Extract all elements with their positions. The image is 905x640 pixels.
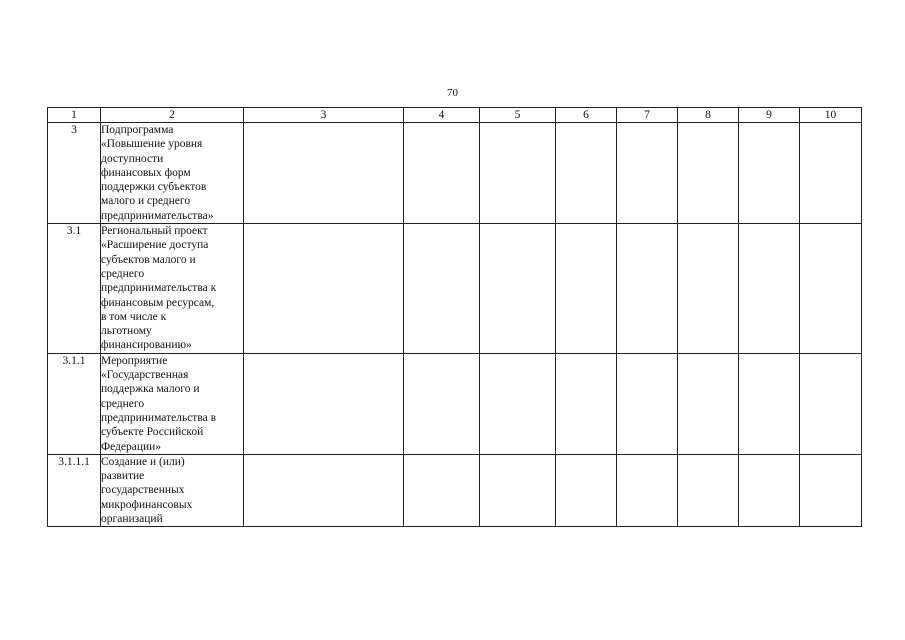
row-name-line: среднего [101, 397, 145, 410]
column-header-1: 1 [48, 108, 101, 123]
row-name-line: «Государственная [101, 369, 189, 382]
column-header-2: 2 [101, 108, 244, 123]
page-number: 70 [447, 87, 458, 99]
row-name-line: поддержка малого и [101, 383, 200, 396]
row-name-line: финансированию» [101, 339, 192, 352]
row-name-line: финансовым ресурсам, [101, 296, 215, 309]
row-name-line: организаций [101, 513, 163, 526]
row-name-line: малого и среднего [101, 195, 191, 208]
empty-cell [480, 353, 556, 454]
empty-cell [404, 123, 480, 224]
row-name-line: предпринимательства» [101, 209, 214, 222]
row-number-cell: 3.1 [48, 224, 101, 354]
row-name-line: «Повышение уровня [101, 138, 203, 151]
column-header-4: 4 [404, 108, 480, 123]
row-number-cell: 3 [48, 123, 101, 224]
empty-cell [800, 224, 862, 354]
table-row [48, 123, 862, 224]
row-name-line: доступности [101, 152, 164, 165]
table-row [48, 353, 862, 454]
column-header-6: 6 [556, 108, 617, 123]
empty-cell [480, 224, 556, 354]
row-name-line: Подпрограмма [101, 124, 174, 136]
row-name-line: льготному [101, 325, 152, 338]
empty-cell [556, 353, 617, 454]
column-header-8: 8 [678, 108, 739, 123]
empty-cell [617, 454, 678, 526]
row-name-line: «Расширение доступа [101, 239, 209, 252]
row-name-line: государственных [101, 484, 185, 497]
empty-cell [404, 224, 480, 354]
empty-cell [556, 454, 617, 526]
empty-cell [556, 224, 617, 354]
empty-cell [404, 454, 480, 526]
empty-cell [678, 224, 739, 354]
empty-cell [480, 123, 556, 224]
empty-cell [678, 123, 739, 224]
row-name-line: предпринимательства к [101, 282, 217, 295]
table-row [48, 454, 862, 526]
row-name-line: Региональный проект [101, 225, 208, 238]
row-name-line: в том числе к [101, 310, 167, 323]
table-row [48, 224, 862, 354]
row-name-line: финансовых форм [101, 166, 191, 179]
empty-cell [678, 353, 739, 454]
empty-cell [617, 353, 678, 454]
empty-cell [480, 454, 556, 526]
empty-cell [739, 454, 800, 526]
table-header-row [48, 108, 862, 123]
row-name-cell [101, 123, 244, 224]
empty-cell [244, 454, 404, 526]
empty-cell [739, 123, 800, 224]
empty-cell [739, 224, 800, 354]
row-name-cell [101, 353, 244, 454]
column-header-3: 3 [244, 108, 404, 123]
empty-cell [739, 353, 800, 454]
empty-cell [617, 224, 678, 354]
column-header-7: 7 [617, 108, 678, 123]
row-name-line: Создание и (или) [101, 455, 185, 468]
row-name-cell [101, 224, 244, 354]
row-number-cell: 3.1.1 [48, 353, 101, 454]
column-header-5: 5 [480, 108, 556, 123]
row-name-cell [101, 454, 244, 526]
row-name-line: предпринимательства в [101, 411, 217, 424]
row-name-line: микрофинансовых [101, 498, 193, 511]
empty-cell [244, 353, 404, 454]
empty-cell [617, 123, 678, 224]
row-name-line: Мероприятие [101, 354, 168, 367]
empty-cell [800, 123, 862, 224]
row-name-line: среднего [101, 267, 145, 280]
row-name-line: поддержки субъектов [101, 181, 207, 194]
empty-cell [556, 123, 617, 224]
row-name-line: развитие [101, 470, 145, 483]
data-table [47, 107, 862, 527]
empty-cell [800, 353, 862, 454]
row-number-cell: 3.1.1.1 [48, 454, 101, 526]
row-name-line: субъекте Российской [101, 426, 204, 439]
empty-cell [244, 123, 404, 224]
column-header-9: 9 [739, 108, 800, 123]
empty-cell [678, 454, 739, 526]
empty-cell [244, 224, 404, 354]
empty-cell [800, 454, 862, 526]
column-header-10: 10 [800, 108, 862, 123]
row-name-line: субъектов малого и [101, 253, 196, 266]
empty-cell [404, 353, 480, 454]
row-name-line: Федерации» [101, 440, 162, 453]
